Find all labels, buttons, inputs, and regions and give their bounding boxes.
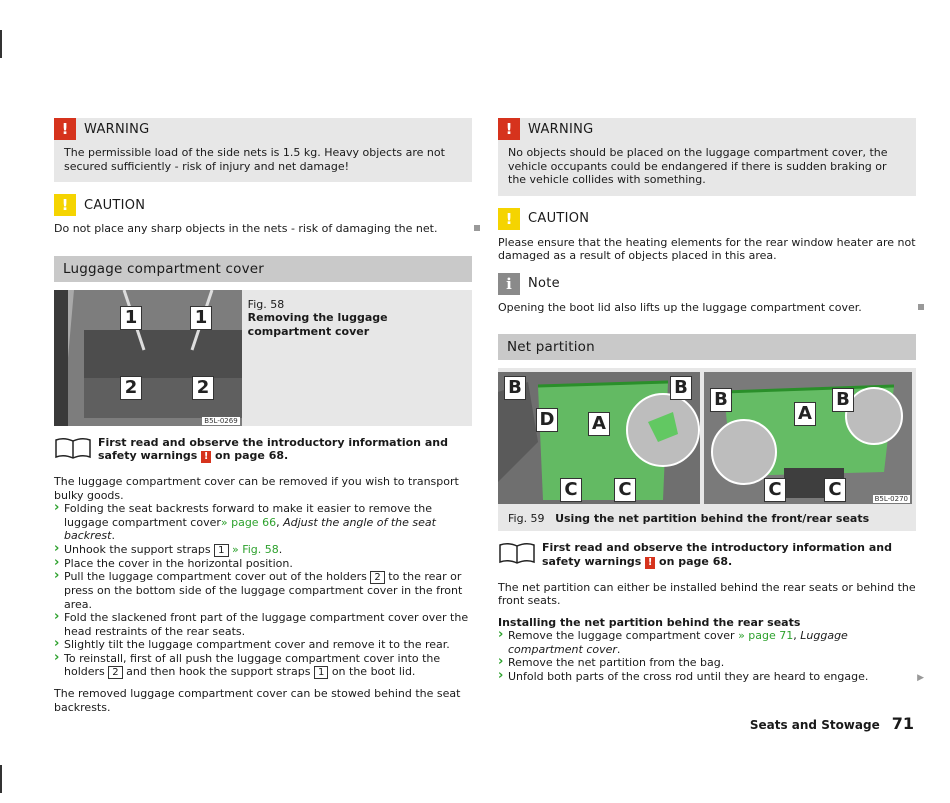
continue-arrow-icon: ▶ [917,673,924,683]
net-front-seats-image [498,372,700,504]
step-text: Pull the luggage compartment cover out of the holders [64,570,367,583]
step-text: and then hook the support straps [126,665,311,678]
list-item: › Remove the luggage compartment cover » page 71, Luggage compartment cover. [498,629,916,656]
callout-c: C [824,478,846,502]
callout-key: 2 [370,571,384,584]
footer-section-title: Seats and Stowage [749,718,880,732]
end-of-section-marker [474,225,480,231]
callout-1-left: 1 [120,306,142,330]
caution-title: CAUTION [84,197,146,213]
figure-code: B5L-0270 [874,495,908,503]
small-warning-icon: ! [645,557,655,569]
read-note-text: First read and observe the introductory information and safety warnings [542,541,892,568]
step-text: Remove the luggage compartment cover [508,629,735,642]
figure-58 [54,290,472,426]
list-item: › Unhook the support straps 1 » Fig. 58. [54,543,472,557]
net-partition-rear-illustration [704,372,912,504]
read-first-note [498,541,916,569]
list-item: › Slightly tilt the luggage compartment cover and remove it to the rear. [54,638,472,652]
warning-text: The permissible load of the side nets is 1.5 kg. Heavy objects are not secured sufficiently - risk of injury and net damage! [64,146,445,173]
list-item [54,652,472,680]
net-rear-seats-image [704,372,912,504]
figure-59 [498,368,916,508]
link-title: Adjust the angle of the seat backrest [64,515,436,542]
intro-paragraph: The net partition can either be installed behind the rear seats or behind the front seats. [498,580,916,607]
figure-link[interactable]: » Fig. 58 [232,542,279,556]
figure-code: B5L-0269 [204,416,238,425]
list-item: › Folding the seat backrests forward to make it easier to remove the luggage compartment cover» page 66, Adjust the angle of the seat backrest. [54,502,472,543]
left-column [54,118,472,714]
callout-b: B [504,376,526,400]
steps-list [54,502,472,679]
intro-paragraph: The luggage compartment cover can be removed if you wish to transport bulky goods. [54,475,459,502]
page-link[interactable]: » page 66 [220,515,277,529]
read-first-note [54,436,472,464]
page-number: 71 [891,714,914,733]
list-item: › Remove the net partition from the bag. [498,656,916,670]
page-footer [750,714,914,733]
open-book-icon [498,541,536,565]
callout-2-left: 2 [120,376,142,400]
figure-caption: Removing the luggage compartment cover [247,311,388,338]
page-edge-mark-top [0,30,2,58]
callout-b: B [670,376,692,400]
read-note-text: First read and observe the introductory information and safety warnings [98,435,448,462]
open-book-icon [54,436,92,460]
page-edge-mark-bottom [0,765,2,793]
read-note-page-link[interactable]: on page 68. [215,449,289,462]
step-text: Folding the seat backrests forward to make it easier to remove the luggage compartment cover [64,502,432,529]
list-item [54,570,472,611]
callout-2-right: 2 [192,376,214,400]
note-text: Opening the boot lid also lifts up the luggage compartment cover. [498,300,862,314]
step-text: Unhook the support straps [64,542,211,556]
callout-a: A [794,402,816,426]
warning-title: WARNING [528,121,594,137]
steps-list [498,629,924,683]
end-of-section-marker [918,304,924,310]
info-note-icon: i [498,273,520,295]
closing-paragraph: The removed luggage compartment cover can be stowed behind the seat backrests. [54,687,461,714]
subheading: Installing the net partition behind the rear seats [498,615,801,629]
luggage-cover-figure-image [54,290,242,426]
figure-caption: Using the net partition behind the front/rear seats [555,512,870,525]
luggage-compartment-illustration [54,290,242,426]
step-text: on the boot lid. [331,665,416,678]
warning-box [54,118,472,182]
list-item: › Unfold both parts of the cross rod until they are heard to engage. [498,670,916,684]
page-link[interactable]: » page 71 [738,629,794,642]
exclamation-caution-icon: ! [498,208,520,230]
callout-key: 1 [214,544,228,557]
caution-text: Please ensure that the heating elements for the rear window heater are not damaged as a result of objects placed in this area. [498,235,916,262]
exclamation-warning-icon: ! [498,118,520,140]
callout-d: D [536,408,558,432]
note-title: Note [528,276,560,291]
section-heading: Net partition [498,334,916,360]
step-text: to the rear or press on the bottom side of the luggage compartment cover in the front area. [64,570,463,611]
exclamation-caution-icon: ! [54,194,76,216]
callout-key: 2 [108,666,122,679]
figure-label: Fig. 58 [247,297,285,311]
warning-box [498,118,916,196]
callout-c: C [614,478,636,502]
callout-key: 1 [314,666,328,679]
callout-c: C [764,478,786,502]
read-note-page-link[interactable]: on page 68. [659,554,733,568]
figure-caption-row [498,508,916,531]
list-item: › Fold the slackened front part of the luggage compartment cover over the head restraints of the rear seats. [54,611,472,638]
warning-title: WARNING [84,121,150,137]
callout-b: B [832,388,854,412]
step-text: To reinstall, first of all push the luggage compartment cover into the holders [64,651,441,678]
callout-1-right: 1 [190,306,212,330]
callout-c: C [560,478,582,502]
callout-a: A [588,412,610,436]
small-warning-icon: ! [201,451,211,463]
right-column [498,118,924,683]
callout-b: B [710,388,732,412]
caution-title: CAUTION [528,211,590,226]
caution-text: Do not place any sharp objects in the nets - risk of damaging the net. [54,222,438,235]
section-heading: Luggage compartment cover [54,256,472,282]
link-title: Luggage compartment cover [508,629,848,656]
figure-label: Fig. 59 [508,512,545,525]
warning-text: No objects should be placed on the luggage compartment cover, the vehicle occupants could be endangered if there is sudden braking or the vehicle collides with something. [508,146,888,186]
exclamation-warning-icon: ! [54,118,76,140]
list-item: › Place the cover in the horizontal position. [54,557,472,571]
